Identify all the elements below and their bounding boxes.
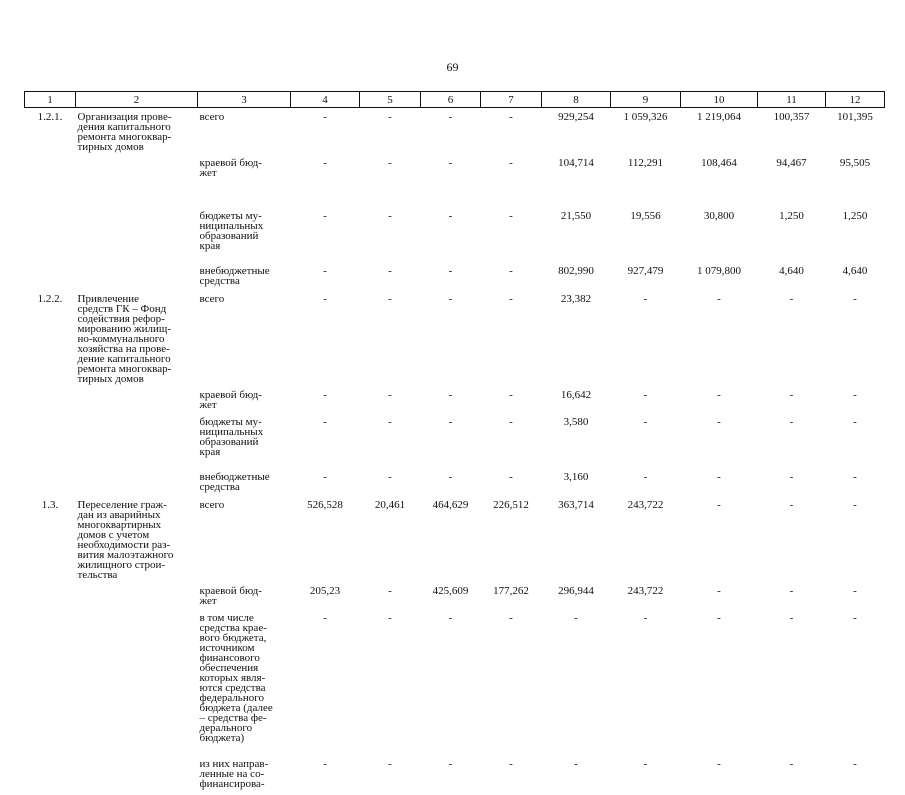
value-cell: - [717,293,721,305]
value-cell: - [717,585,721,597]
value-cell: - [643,389,648,401]
value-cell: - [789,612,794,624]
value-cell: - [717,758,721,770]
value-cell: - [388,758,392,770]
column-header: 1 [25,92,76,108]
value-cell: - [448,612,453,624]
value-cell: - [448,111,453,123]
row-name: Переселение граж- дан из аварийных многоквартирных домов с учетом необходимости раз- вития малоэтажного жилищного строи- тельства [77,499,174,581]
row-name [76,154,198,207]
row-name [76,207,198,262]
value-cell: - [643,612,648,624]
value-cell: - [789,585,794,597]
value-cell: - [323,293,327,305]
row-name [76,582,198,609]
value-cell: 363,714 [558,499,594,511]
row-number [25,609,76,755]
value-cell: - [717,389,721,401]
value-cell: - [448,389,453,401]
row-number [25,154,76,207]
value-cell: - [388,471,392,483]
value-cell: 177,262 [493,585,529,597]
column-header: 11 [758,92,826,108]
value-cell: 243,722 [627,585,664,597]
value-cell: - [448,416,453,428]
value-cell: - [509,265,513,277]
value-cell: 100,357 [773,111,810,123]
value-cell: - [388,157,392,169]
value-cell: - [643,471,648,483]
value-cell: - [323,265,327,277]
value-cell: - [853,758,857,770]
value-cell: 1 219,064 [697,111,741,123]
value-cell: - [574,758,578,770]
value-cell: - [448,210,453,222]
value-cell: - [323,210,327,222]
value-cell: - [509,293,513,305]
row-number [25,755,76,795]
funding-source: краевой бюд- жет [199,389,262,411]
row-number: 1.2.2. [37,293,63,305]
row-name [76,262,198,290]
row-number: 1.2.1. [37,111,63,123]
value-cell: - [789,416,794,428]
value-cell: 296,944 [558,585,594,597]
value-cell: - [509,758,513,770]
row-name: Организация прове- дения капитального ремонта многоквар- тирных домов [77,111,172,153]
table-row [25,468,885,496]
value-cell: 425,609 [432,585,469,597]
column-header: 9 [611,92,681,108]
row-name [76,386,198,413]
value-cell: 3,160 [563,471,589,483]
funding-source: бюджеты му- ниципальных образований края [199,416,264,458]
row-number [25,207,76,262]
column-header: 5 [360,92,421,108]
column-header: 3 [198,92,291,108]
row-name [76,468,198,496]
column-header: 8 [542,92,611,108]
row-number [25,468,76,496]
value-cell: 16,642 [560,389,592,401]
value-cell: - [448,293,453,305]
value-cell: - [509,416,513,428]
page-number: 69 [446,60,459,74]
funding-source: краевой бюд- жет [199,157,262,179]
column-header: 4 [291,92,360,108]
value-cell: 464,629 [432,499,469,511]
row-name [76,755,198,795]
row-name [76,413,198,468]
value-cell: 94,467 [776,157,807,169]
value-cell: - [323,758,327,770]
row-number [25,582,76,609]
row-number [25,386,76,413]
value-cell: - [717,416,721,428]
value-cell: - [323,612,327,624]
value-cell: 1 059,326 [623,111,668,123]
value-cell: - [509,612,513,624]
value-cell: - [323,157,327,169]
value-cell: - [853,585,857,597]
funding-source: бюджеты му- ниципальных образований края [199,210,264,252]
value-cell: 526,528 [307,499,343,511]
value-cell: - [323,389,327,401]
value-cell: - [717,612,721,624]
table-row [25,582,885,609]
value-cell: - [509,389,513,401]
value-cell: 1,250 [779,210,804,222]
value-cell: - [643,758,648,770]
funding-source: в том числе средства крае- вого бюджета, источником финансового обеспечения которых явля- ются средства федерального бюджета (далее – средства фе- дерального бюджета) [199,612,273,744]
value-cell: - [789,499,794,511]
table-row [25,496,885,582]
value-cell: 226,512 [493,499,529,511]
table-row [25,207,885,262]
value-cell: 4,640 [842,265,868,277]
value-cell: 3,580 [563,416,589,428]
value-cell: - [853,499,857,511]
table-row [25,154,885,207]
column-header: 12 [826,92,885,108]
funding-source: всего [199,111,225,123]
value-cell: 929,254 [558,111,594,123]
row-name: Привлечение средств ГК – Фонд содействия рефор- мированию жилищ- но-коммунального хозяйства на прове- дение капитального ремонта многоквар- тирных домов [77,293,172,385]
value-cell: - [448,758,453,770]
value-cell: - [853,471,857,483]
value-cell: - [388,210,392,222]
funding-source: краевой бюд- жет [199,585,262,607]
funding-source: из них направ- ленные на со- финансирова- [199,758,269,790]
row-name [76,609,198,755]
value-cell: - [643,293,648,305]
funding-source: внебюджетные средства [199,265,270,287]
value-cell: - [853,612,857,624]
value-cell: - [388,585,392,597]
value-cell: - [388,265,392,277]
value-cell: 205,23 [309,585,341,597]
value-cell: - [448,157,453,169]
value-cell: - [509,471,513,483]
value-cell: - [388,612,392,624]
value-cell: - [509,111,513,123]
value-cell: - [323,416,327,428]
value-cell: 19,556 [630,210,661,222]
column-header: 2 [76,92,198,108]
value-cell: - [853,293,857,305]
column-header: 10 [681,92,758,108]
value-cell: - [388,111,392,123]
value-cell: - [448,471,453,483]
budget-table [24,91,885,795]
value-cell: - [717,471,721,483]
value-cell: - [643,416,648,428]
value-cell: - [789,471,794,483]
value-cell: - [509,157,513,169]
table-header-row [25,92,885,108]
value-cell: 1,250 [842,210,868,222]
table-row [25,609,885,755]
value-cell: - [388,389,392,401]
value-cell: 4,640 [779,265,804,277]
value-cell: 101,395 [837,111,873,123]
value-cell: 243,722 [627,499,664,511]
table-row [25,108,885,155]
value-cell: - [509,210,513,222]
row-number [25,262,76,290]
row-number [25,413,76,468]
value-cell: 927,479 [627,265,664,277]
funding-source: всего [199,499,225,511]
value-cell: - [789,389,794,401]
value-cell: 112,291 [627,157,664,169]
value-cell: - [717,499,721,511]
table-row [25,290,885,386]
value-cell: 21,550 [560,210,592,222]
value-cell: 30,800 [703,210,735,222]
row-number: 1.3. [41,499,59,511]
value-cell: - [853,416,857,428]
table-row [25,262,885,290]
value-cell: 1 079,800 [697,265,741,277]
value-cell: - [323,111,327,123]
value-cell: 20,461 [374,499,406,511]
value-cell: 104,714 [558,157,594,169]
column-header: 6 [421,92,481,108]
value-cell: - [853,389,857,401]
value-cell: 95,505 [839,157,871,169]
table-row [25,413,885,468]
table-row [25,386,885,413]
funding-source: всего [199,293,225,305]
value-cell: - [323,471,327,483]
value-cell: - [448,265,453,277]
column-header: 7 [481,92,542,108]
table-row [25,755,885,795]
value-cell: 108,464 [701,157,737,169]
value-cell: - [789,758,794,770]
value-cell: - [574,612,578,624]
funding-source: внебюджетные средства [199,471,270,493]
value-cell: - [388,293,392,305]
value-cell: 23,382 [560,293,592,305]
value-cell: - [789,293,794,305]
value-cell: 802,990 [558,265,594,277]
value-cell: - [388,416,392,428]
